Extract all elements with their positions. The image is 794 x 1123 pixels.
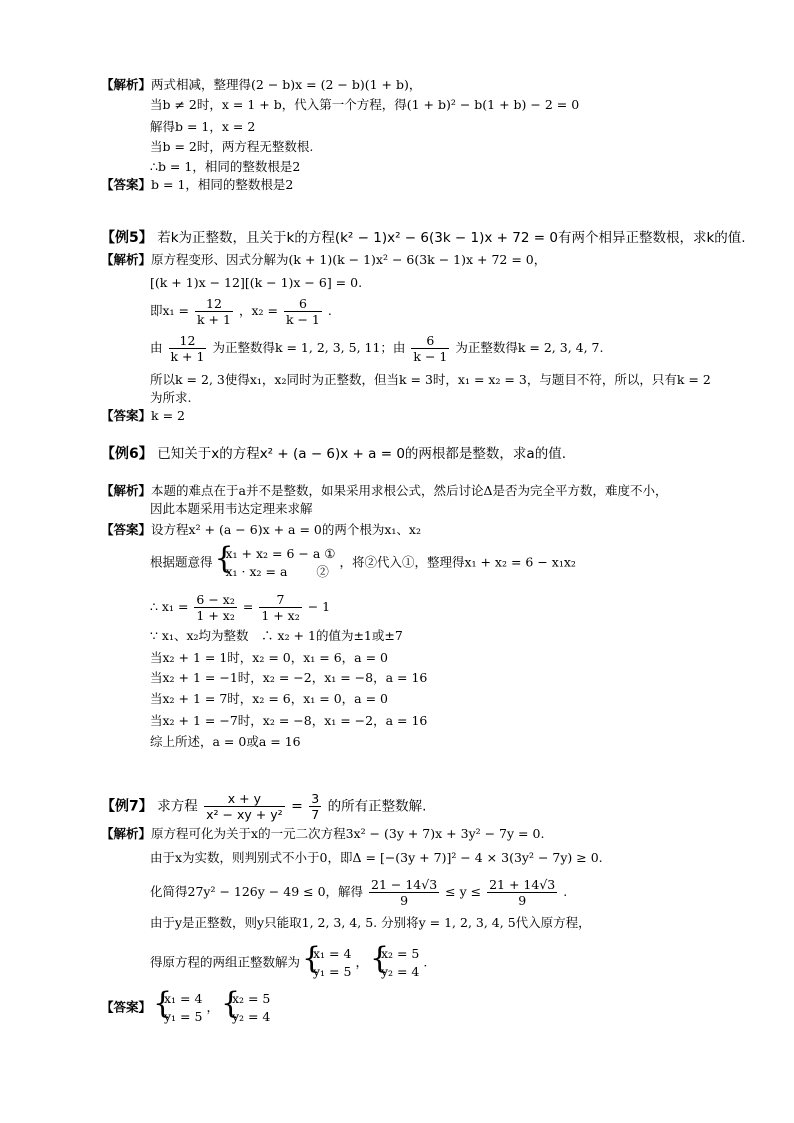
text: 本题的难点在于a并不是整数，如果采用求根公式，然后讨论Δ是否为完全平方数，难度不小， [151,483,668,498]
numerator: 21 + 14√3 [489,877,556,892]
text: ，x₂ = [238,303,278,318]
analysis-line-3: 解得b = 1，x = 2 [150,119,256,134]
answer-tag: 【答案】 [101,522,152,537]
ex7-answer [101,990,270,1026]
ex5-analysis-3 [150,296,332,327]
system-row: { x₂ = 5 [380,946,420,961]
analysis-line-4: 当b = 2时，两方程无整数根. [150,139,314,154]
ex7-analysis-3 [150,877,567,908]
text: ≤ y ≤ [445,884,482,899]
analysis-tag: 【解析】 [101,483,152,498]
ex5-analysis-2: [(k + 1)x − 12][(k − 1)x − 6] = 0. [150,275,363,290]
denominator: x² − xy + y² [206,807,283,822]
text: ， [355,954,368,970]
system-row: { x₁ + x₂ = 6 − a ① [225,546,336,561]
analysis-line-2: 当b ≠ 2时，x = 1 + b，代入第一个方程，得(1 + b)² − b(1 + b) − 2 = 0 [150,97,580,112]
question-text: 求方程 [157,798,198,815]
analysis-line-5: ∴b = 1，相同的整数根是2 [150,159,301,174]
ex5-analysis-1 [101,252,546,268]
system-row: y₂ = 4 [231,1009,271,1024]
text: − 1 [307,599,331,614]
numerator: 21 − 14√3 [371,877,438,892]
text: 化简得27y² − 126y − 49 ≤ 0，解得 [150,884,364,899]
ex6-answer-4: ∵ x₁、x₂均为整数 ∴ x₂ + 1的值为±1或±7 [150,628,403,643]
fraction [411,333,449,364]
denominator: k − 1 [413,349,448,364]
ex5-answer [101,408,185,424]
ex6-answer-7: 当x₂ + 1 = 7时，x₂ = 6，x₁ = 0，a = 0 [150,691,389,706]
system-row: { x₁ = 4 [164,991,203,1006]
ex6-analysis-2: 因此本题采用韦达定理来求解 [150,501,313,516]
example-label: 【例7】 [101,798,153,815]
fraction [195,296,233,327]
text: 为正整数得k = 2, 3, 4, 7. [455,340,604,355]
system-row: { x₁ = 4 [313,946,352,961]
text: ， [206,999,219,1015]
equation-system [372,945,419,981]
fraction [194,592,236,623]
text: 两式相减，整理得(2 − b)x = (2 − b)(1 + b)， [151,77,422,92]
numerator: 7 [259,592,301,608]
answer-line [101,177,293,193]
numerator: x + y [204,791,284,807]
numerator: 6 [411,333,449,349]
denominator: k + 1 [170,349,205,364]
ex7-analysis-4: 由于y是正整数，则y只能取1, 2, 3, 4, 5. 分别将y = 1, 2, 3, 4, 5代入原方程， [150,915,591,930]
ex6-answer-3 [150,592,330,623]
numerator: 12 [195,296,233,312]
fraction [369,877,439,908]
ex5-analysis-4 [150,333,603,364]
ex6-answer-6: 当x₂ + 1 = −1时，x₂ = −2，x₁ = −8，a = 16 [150,670,428,685]
text: = [242,599,254,614]
fraction [169,333,207,364]
numerator: 3 [311,791,320,806]
denominator: 1 + x₂ [261,608,300,623]
equation-system [304,945,351,981]
denominator: 1 + x₂ [196,608,235,623]
ex6-answer-5: 当x₂ + 1 = 1时，x₂ = 0，x₁ = 6，a = 0 [150,650,389,665]
ex6-answer-8: 当x₂ + 1 = −7时，x₂ = −8，x₁ = −2，a = 16 [150,713,428,728]
text: 为正整数得k = 1, 2, 3, 5, 11；由 [212,340,406,355]
example-5-question [101,230,746,246]
system-row: y₁ = 5 [164,1009,203,1024]
text: b = 1，相同的整数根是2 [151,177,294,192]
text: ∴ x₁ = [150,599,189,614]
system-row: y₁ = 5 [313,964,352,979]
denominator: k + 1 [197,312,231,327]
fraction [487,877,557,908]
equation-system [155,990,202,1026]
text: 的所有正整数解. [327,798,427,815]
ex7-analysis-2: 由于x为实数，则判别式不小于0，即Δ = [−(3y + 7)]² − 4 × 3(3y² − 7y) ≥ 0. [150,850,603,865]
system-row: { x₂ = 5 [231,991,271,1006]
denominator: 9 [400,893,409,908]
denominator: 9 [518,893,527,908]
question-text: 若k为正整数，且关于k的方程(k² − 1)x² − 6(3k − 1)x + 72 = 0有两个相异正整数根，求k的值. [157,230,746,246]
text: ，将②代入①，整理得x₁ + x₂ = 6 − x₁x₂ [339,554,576,570]
denominator: 7 [311,807,320,822]
text: 得原方程的两组正整数解为 [150,954,301,970]
answer-tag: 【答案】 [101,999,152,1015]
numerator: 12 [169,333,207,349]
question-text: 已知关于x的方程x² + (a − 6)x + a = 0的两根都是整数，求a的值. [157,446,566,462]
analysis-tag: 【解析】 [101,77,152,92]
text: 由 [150,340,163,355]
numerator: 6 [284,296,322,312]
denominator: k − 1 [285,312,320,327]
ex5-analysis-5: 所以k = 2, 3使得x₁，x₂同时为正整数，但当k = 3时，x₁ = x₂ = 3，与题目不符，所以，只有k = 2 [150,372,711,387]
ex7-analysis-1 [101,826,544,842]
fraction [309,791,321,822]
example-label: 【例5】 [101,230,153,246]
answer-tag: 【答案】 [101,408,152,423]
analysis-tag: 【解析】 [101,826,152,841]
analysis-line-1 [101,77,421,93]
text: 即x₁ = [150,303,190,318]
text: 原方程变形、因式分解为(k + 1)(k − 1)x² − 6(3k − 1)x + 72 = 0， [151,252,547,267]
text: . [423,954,428,970]
ex7-analysis-5 [150,945,427,981]
example-6-question [101,446,566,462]
analysis-tag: 【解析】 [101,252,152,267]
text: = [291,798,303,815]
example-label: 【例6】 [101,446,153,462]
numerator: 6 − x₂ [196,592,235,607]
example-7-question [101,791,426,822]
text: 根据题意得 [150,554,213,570]
text: . [327,303,332,318]
ex6-answer-1 [101,522,421,538]
system-row: x₁ · x₂ = a ② [225,564,329,579]
ex6-answer-2 [150,545,576,581]
text: k = 2 [151,408,185,423]
fraction [259,592,301,623]
fraction [204,791,284,822]
text: 设方程x² + (a − 6)x + a = 0的两个根为x₁、x₂ [151,522,421,537]
ex6-answer-9: 综上所述，a = 0或a = 16 [150,734,301,749]
text: 原方程可化为关于x的一元二次方程3x² − (3y + 7)x + 3y² − 7y = 0. [151,826,545,841]
system-row: y₂ = 4 [380,964,420,979]
equation-system [217,545,336,581]
ex5-analysis-6: 为所求. [150,390,192,405]
equation-system [223,990,270,1026]
text: . [563,884,568,899]
answer-tag: 【答案】 [101,177,152,192]
fraction [284,296,322,327]
ex6-analysis-1 [101,483,668,499]
